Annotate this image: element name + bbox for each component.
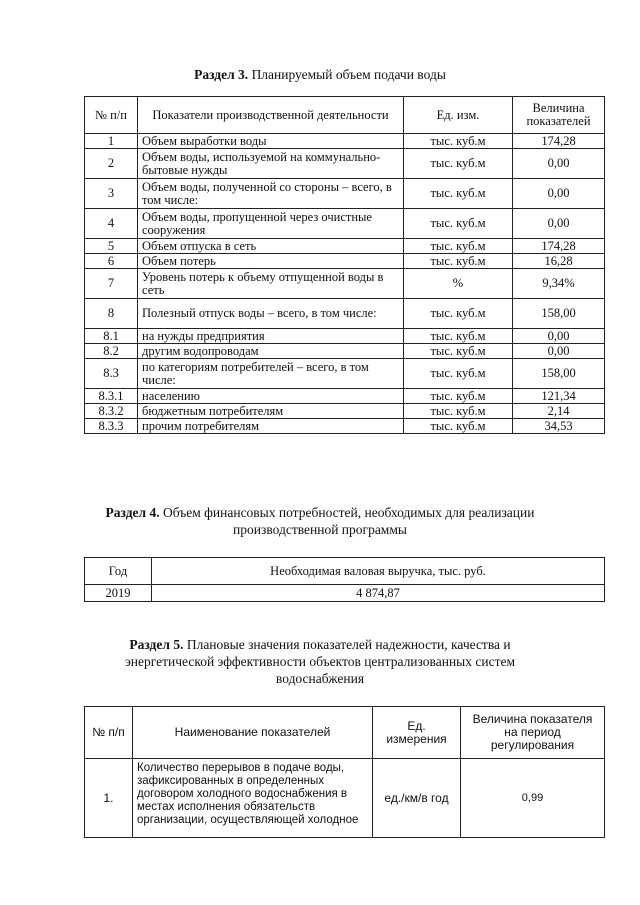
indicator-name-cell: Объем воды, полученной со стороны – всего, в том числе: [138,179,404,209]
row-number-cell: 4 [85,209,138,239]
indicator-name-cell: Объем потерь [138,254,404,269]
indicator-name-cell: Объем выработки воды [138,134,404,149]
indicator-name-cell: Объем воды, используемой на коммунально-бытовые нужды [138,149,404,179]
table-row [85,329,605,344]
table-header-row [85,707,605,759]
section5-title: Раздел 5. Плановые значения показателей надежности, качества и энергетической эффективности объектов централизованных систем водоснабжения [124,637,516,686]
column-header: № п/п [85,97,138,134]
revenue-cell: 4 874,87 [152,585,605,602]
indicator-name-cell: Объем отпуска в сеть [138,239,404,254]
indicator-name-cell: по категориям потребителей – всего, в том числе: [138,359,404,389]
section5-table [84,706,605,838]
unit-cell: тыс. куб.м [404,209,513,239]
table-row [85,269,605,299]
value-cell: 9,34% [513,269,605,299]
indicator-name-cell: населению [138,389,404,404]
unit-cell: тыс. куб.м [404,329,513,344]
value-cell: 174,28 [513,134,605,149]
unit-cell: тыс. куб.м [404,254,513,269]
indicator-name-cell: на нужды предприятия [138,329,404,344]
table-row [85,179,605,209]
unit-cell: тыс. куб.м [404,149,513,179]
table-row [85,254,605,269]
value-cell: 0,00 [513,344,605,359]
unit-cell: % [404,269,513,299]
indicator-name-cell: Объем воды, пропущенной через очистные сооружения [138,209,404,239]
value-cell: 158,00 [513,299,605,329]
value-cell: 16,28 [513,254,605,269]
indicator-name-cell: Уровень потерь к объему отпущенной воды в сеть [138,269,404,299]
unit-cell: тыс. куб.м [404,389,513,404]
value-cell: 174,28 [513,239,605,254]
table-row [85,759,605,838]
column-header: Показатели производственной деятельности [138,97,404,134]
unit-cell: тыс. куб.м [404,344,513,359]
indicator-name-cell: другим водопроводам [138,344,404,359]
row-number-cell: 1 [85,134,138,149]
table-row [85,419,605,434]
table-row [85,404,605,419]
row-number-cell: 8.3.3 [85,419,138,434]
unit-cell: тыс. куб.м [404,299,513,329]
indicator-name-cell: бюджетным потребителям [138,404,404,419]
row-number-cell: 5 [85,239,138,254]
table-row [85,389,605,404]
table-row [85,299,605,329]
value-cell: 0,00 [513,149,605,179]
row-number-cell: 3 [85,179,138,209]
value-cell: 158,00 [513,359,605,389]
column-header: Ед. изм. [404,97,513,134]
unit-cell: тыс. куб.м [404,179,513,209]
value-cell: 2,14 [513,404,605,419]
unit-cell: тыс. куб.м [404,134,513,149]
column-header: № п/п [85,707,133,759]
value-cell: 0,00 [513,179,605,209]
year-cell: 2019 [85,585,152,602]
row-number-cell: 8.3 [85,359,138,389]
indicator-name-cell: Полезный отпуск воды – всего, в том числе: [138,299,404,329]
value-cell: 34,53 [513,419,605,434]
column-header: Величина показателей [513,97,605,134]
section3-title: Раздел 3. Планируемый объем подачи воды [194,67,446,82]
value-cell: 0,00 [513,209,605,239]
unit-cell: тыс. куб.м [404,419,513,434]
row-number-cell: 2 [85,149,138,179]
table-row [85,209,605,239]
value-cell: 0,00 [513,329,605,344]
table-row [85,344,605,359]
unit-cell: тыс. куб.м [404,359,513,389]
table-row [85,359,605,389]
unit-cell: тыс. куб.м [404,239,513,254]
row-number-cell: 8.3.1 [85,389,138,404]
row-number-cell: 1. [85,759,133,838]
column-header: Год [85,558,152,585]
indicator-name-cell: прочим потребителям [138,419,404,434]
table-row [85,134,605,149]
table-row [85,149,605,179]
row-number-cell: 6 [85,254,138,269]
indicator-name-cell: Количество перерывов в подаче воды, зафиксированных в определенных договором холодного водоснабжения в местах исполнения обязательств организации, осуществляющей холодное [133,759,373,838]
section3-table [84,96,605,434]
unit-cell: ед./км/в год [373,759,461,838]
table-header-row [85,558,605,585]
table-row [85,585,605,602]
row-number-cell: 8.1 [85,329,138,344]
column-header: Величина показателя на период регулирования [461,707,605,759]
column-header: Ед. измерения [373,707,461,759]
row-number-cell: 8.2 [85,344,138,359]
row-number-cell: 8.3.2 [85,404,138,419]
row-number-cell: 8 [85,299,138,329]
column-header: Наименование показателей [133,707,373,759]
unit-cell: тыс. куб.м [404,404,513,419]
section4-table [84,557,605,602]
column-header: Необходимая валовая выручка, тыс. руб. [152,558,605,585]
value-cell: 121,34 [513,389,605,404]
table-header-row [85,97,605,134]
row-number-cell: 7 [85,269,138,299]
value-cell: 0,99 [461,759,605,838]
table-row [85,239,605,254]
section4-title: Раздел 4. Объем финансовых потребностей, необходимых для реализации производственной программы [105,505,535,537]
